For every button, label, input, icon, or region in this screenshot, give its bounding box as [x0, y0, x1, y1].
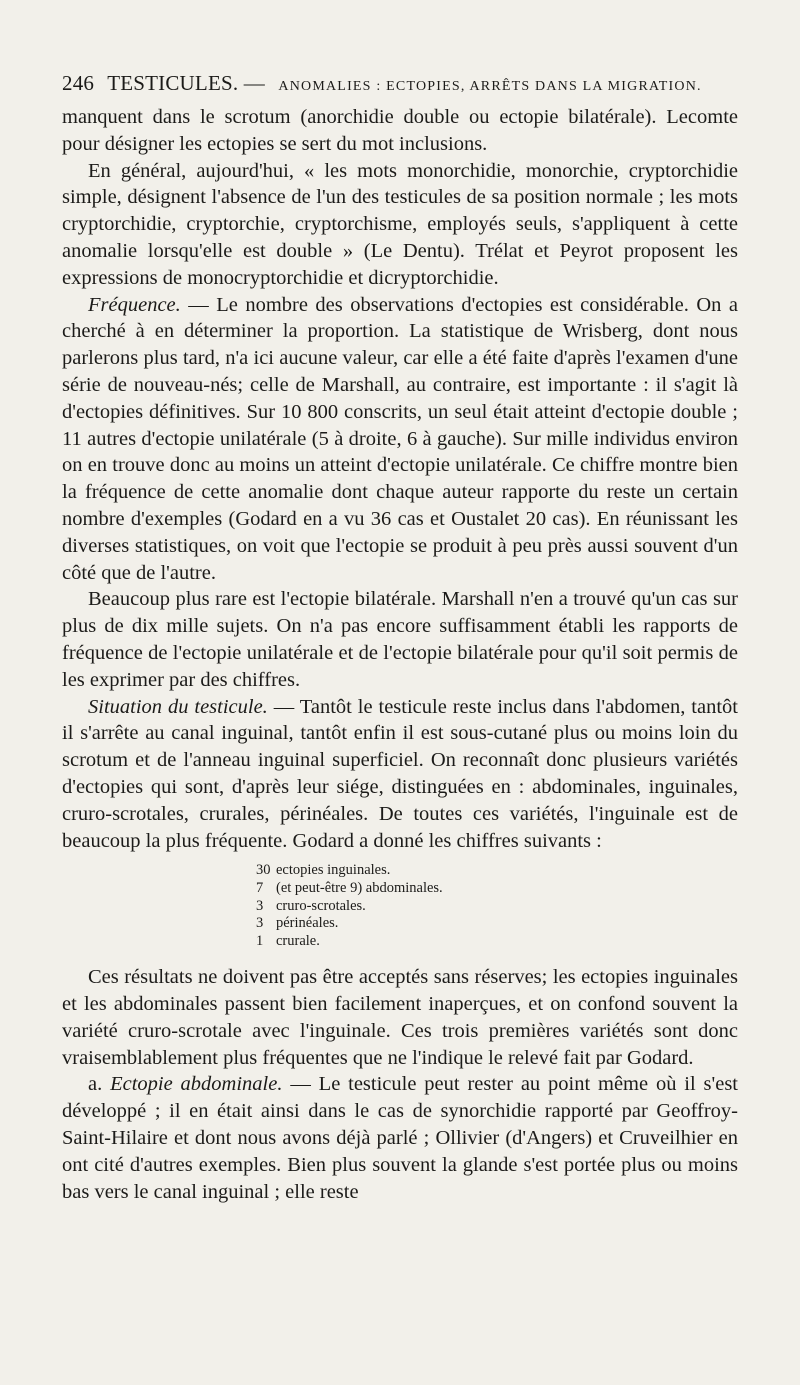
text-ectopie-abdominale: — Le testicule peut rester au point même où il s'est développé ; il en était ainsi dans le cas de synorchidie rapporté par Geoffroy-Saint-Hilaire et dont nous avons déjà parlé ; Ollivier (d'Angers) et Cruveilhier en ont cité d'autres exemples. Bien plus souvent la glande s'est portée plus ou moins bas vers le canal inguinal ; elle reste [62, 1073, 738, 1203]
chapter-title: TESTICULES. [107, 71, 239, 95]
list-label: crurale. [276, 932, 320, 949]
paragraph-reserves: Ces résultats ne doivent pas être acceptés sans réserves; les ectopies inguinales et les abdominales passent bien facilement inaperçues, et on confond souvent la variété cruro-scrotale avec l'inguinale. Ces trois premières variétés sont donc vraisemblablement plus fréquentes que ne l'indique le relevé fait par Godard. [62, 966, 738, 1069]
book-page [62, 68, 738, 1205]
heading-situation: Situation du testicule. [88, 695, 268, 718]
text-situation: — Tantôt le testicule reste inclus dans l'abdomen, tantôt il s'arrête au canal inguinal, tantôt enfin il est sous-cutané plus ou moins loin du scrotum et de l'anneau inguinal superficiel. On reconnaît donc plusieurs variétés d'ectopies qui sont, d'après leur siége, distinguées en : abdominales, inguinales, cruro-scrotales, crurales, périnéales. De toutes ces variétés, l'inguinale est de beaucoup la plus fréquente. Godard a donné les chiffres suivants : [62, 695, 738, 852]
heading-ectopie-abdominale: Ectopie abdominale. [110, 1073, 283, 1096]
running-header [62, 68, 738, 102]
body-text [62, 104, 738, 1205]
godard-statistics-list [256, 862, 738, 950]
section-subtitle: ANOMALIES : ECTOPIES, ARRÊTS DANS LA MIGRATION. [278, 79, 702, 94]
header-dash: — [243, 71, 265, 95]
list-count: 30 [256, 862, 271, 879]
list-count: 3 [256, 915, 264, 932]
page-number: 246 [62, 71, 95, 95]
list-label: (et peut-être 9) abdominales. [276, 879, 443, 896]
list-label: périnéales. [276, 915, 339, 932]
paragraph-bilaterale: Beaucoup plus rare est l'ectopie bilatérale. Marshall n'en a trouvé qu'un cas sur plus de dix mille sujets. On n'a pas encore suffisamment établi les rapports de fréquence de l'ectopie unilatérale et de l'ectopie bilatérale pour qu'il soit permis de les exprimer par des chiffres. [62, 588, 738, 691]
paragraph-situation [62, 694, 738, 855]
text-frequence: — Le nombre des observations d'ectopies est considérable. On a cherché à en déterminer la proportion. La statistique de Wrisberg, dont nous parlerons plus tard, n'a ici aucune valeur, car elle a été faite d'après l'examen d'une série de nouveau-nés; celle de Marshall, au contraire, est importante : il s'agit là d'ectopies définitives. Sur 10 800 conscrits, un seul était atteint d'ectopie double ; 11 autres d'ectopie unilatérale (5 à droite, 6 à gauche). Sur mille individus environ on en trouve donc au moins un atteint d'ectopie unilatérale. Ce chiffre montre bien la fréquence de cette anomalie dont chaque auteur rapporte du reste un certain nombre d'exemples (Godard en a vu 36 cas et Oustalet 20 cas). En réunissant les diverses statistiques, on voit que l'ectopie se produit à peu près aussi souvent d'un côté que de l'autre. [62, 293, 738, 584]
list-item [256, 933, 738, 951]
list-label: cruro-scrotales. [276, 897, 366, 914]
list-item [256, 898, 738, 916]
list-label: ectopies inguinales. [276, 862, 391, 879]
list-count: 1 [256, 932, 264, 949]
paragraph-ectopie-abdominale [62, 1071, 738, 1205]
list-count: 7 [256, 879, 264, 896]
item-letter: a. [88, 1073, 111, 1096]
heading-frequence: Fréquence. [88, 293, 181, 316]
list-item [256, 862, 738, 880]
list-item [256, 880, 738, 898]
paragraph-frequence [62, 292, 738, 587]
paragraph-definitions: En général, aujourd'hui, « les mots monorchidie, monorchie, cryptorchidie simple, désignent l'absence de l'un des testicules de sa position normale ; les mots cryptorchidie, cryptorchie, cryptorchisme, employés seuls, s'appliquent à cette anomalie lorsqu'elle est double » (Le Dentu). Trélat et Peyrot proposent les expressions de monocryptorchidie et dicryptorchidie. [62, 159, 738, 289]
paragraph-anorchidie: manquent dans le scrotum (anorchidie double ou ectopie bilatérale). Lecomte pour désigner les ectopies se sert du mot inclusions. [62, 106, 738, 155]
list-count: 3 [256, 897, 264, 914]
list-item [256, 915, 738, 933]
